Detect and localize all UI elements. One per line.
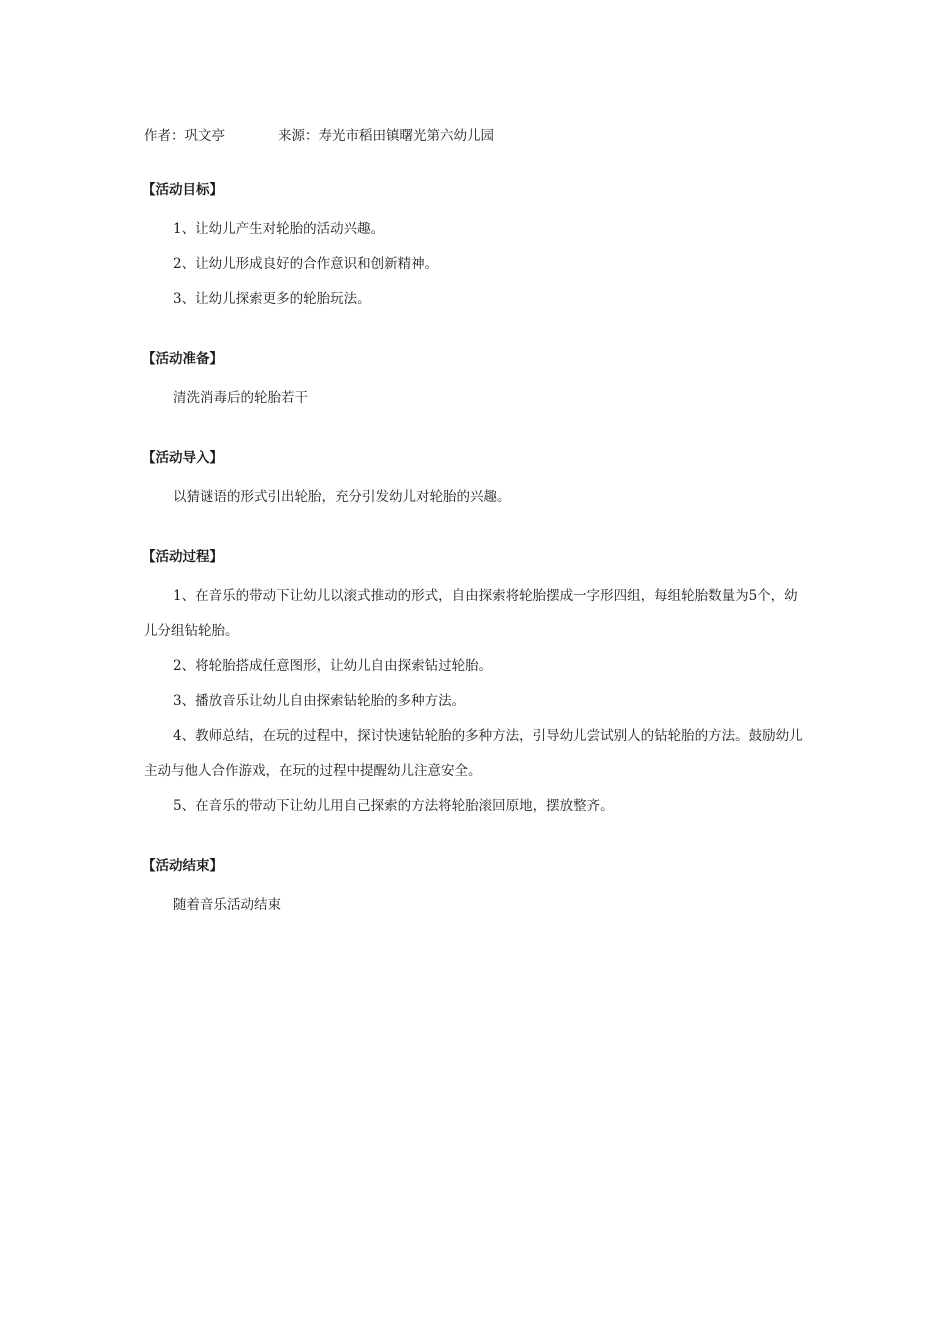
section-goals: [144, 178, 804, 317]
document-meta: [144, 124, 804, 148]
section-heading: 【活动导入】: [142, 450, 223, 466]
paragraph: 3、让幼儿探索更多的轮胎玩法。: [173, 291, 371, 307]
section-heading: 【活动准备】: [142, 351, 223, 367]
paragraph: 1、在音乐的带动下让幼儿以滚式推动的形式，自由探索将轮胎摆成一字形四组，每组轮胎数量为5个，幼儿分组钻轮胎。: [144, 588, 798, 639]
section-ending: [144, 854, 804, 923]
paragraph: 以猜谜语的形式引出轮胎，充分引发幼儿对轮胎的兴趣。: [173, 489, 511, 505]
section-preparation: [144, 347, 804, 416]
paragraph: 2、将轮胎搭成任意图形，让幼儿自由探索钻过轮胎。: [173, 658, 493, 674]
section-introduction: [144, 446, 804, 515]
paragraph: 2、让幼儿形成良好的合作意识和创新精神。: [173, 256, 439, 272]
paragraph: 清洗消毒后的轮胎若干: [173, 390, 308, 406]
paragraph: 3、播放音乐让幼儿自由探索钻轮胎的多种方法。: [173, 693, 466, 709]
section-heading: 【活动结束】: [142, 858, 223, 874]
section-process: [144, 545, 804, 824]
section-heading: 【活动目标】: [142, 182, 223, 198]
section-heading: 【活动过程】: [142, 549, 223, 565]
paragraph: 5、在音乐的带动下让幼儿用自己探索的方法将轮胎滚回原地，摆放整齐。: [173, 798, 614, 814]
paragraph: 随着音乐活动结束: [173, 897, 281, 913]
source-text: 来源：寿光市稻田镇曙光第六幼儿园: [278, 128, 494, 144]
paragraph: 4、教师总结，在玩的过程中，探讨快速钻轮胎的多种方法，引导幼儿尝试别人的钻轮胎的方法。鼓励幼儿主动与他人合作游戏，在玩的过程中提醒幼儿注意安全。: [144, 728, 803, 779]
document-page: [144, 124, 804, 923]
author-text: 作者：巩文亭: [144, 128, 225, 144]
paragraph: 1、让幼儿产生对轮胎的活动兴趣。: [173, 221, 385, 237]
